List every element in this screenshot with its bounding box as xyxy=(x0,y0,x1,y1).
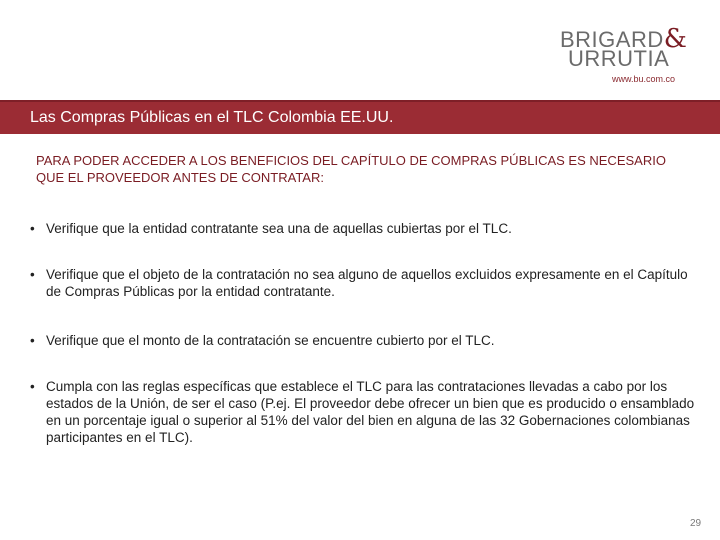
slide-title: Las Compras Públicas en el TLC Colombia EE.UU. xyxy=(30,109,394,126)
logo-ampersand: & xyxy=(663,24,688,54)
intro-paragraph: PARA PODER ACCEDER A LOS BENEFICIOS DEL CAPÍTULO DE COMPRAS PÚBLICAS ES NECESARIO QUE EL PROVEEDOR ANTES DE CONTRATAR: xyxy=(36,153,666,185)
logo-brigard-text: BRIGARD xyxy=(560,27,664,52)
bullet-text: Verifique que la entidad contratante sea una de aquellas cubiertas por el TLC. xyxy=(46,221,512,236)
logo-website: www.bu.com.co xyxy=(612,74,676,84)
bullet-marker: • xyxy=(30,221,35,236)
title-banner xyxy=(0,100,720,134)
logo-line-urrutia: URRUTIA xyxy=(568,46,670,71)
bullet-marker: • xyxy=(30,379,35,394)
brigard-urrutia-logo xyxy=(560,14,710,84)
bullet-marker: • xyxy=(30,333,35,348)
bullet-marker: • xyxy=(30,267,35,282)
bullet-text: Verifique que el objeto de la contratación no sea alguno de aquellos excluidos expresamente en el Capítulo de Compras Públicas por la entidad contratante. xyxy=(46,267,688,299)
bullet-text: Cumpla con las reglas específicas que establece el TLC para las contrataciones llevadas a cabo por los estados de la Unión, de ser el caso (P.ej. El proveedor debe ofrecer un bien que es producido o ensamblado en un porcentaje igual o superior al 51% del valor del bien en alguna de las 32 Gobernaciones colombianas participantes en el TLC). xyxy=(46,379,695,445)
page-number: 29 xyxy=(690,518,702,529)
bullet-text: Verifique que el monto de la contratación se encuentre cubierto por el TLC. xyxy=(46,333,495,348)
